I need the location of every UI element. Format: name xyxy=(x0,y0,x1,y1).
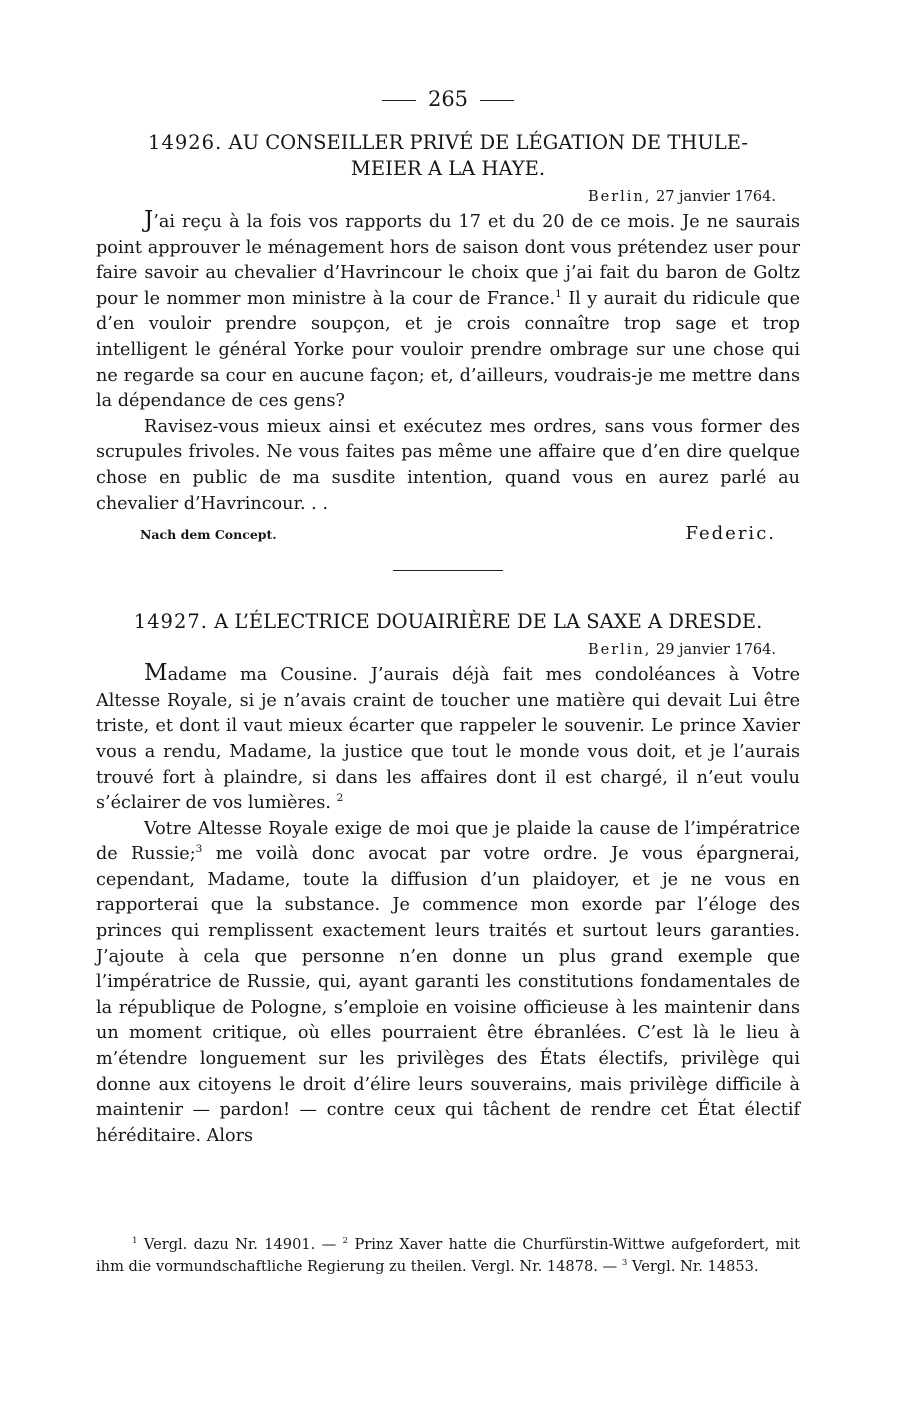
letter2-number: 14927. xyxy=(133,610,208,634)
letter1-paragraph-1 xyxy=(96,208,800,415)
letter1-body xyxy=(96,208,800,517)
letter2-body xyxy=(96,661,800,1149)
letter1-closing xyxy=(96,523,800,544)
footnotes xyxy=(96,1234,800,1278)
letter1-heading xyxy=(96,130,800,182)
footnote-text xyxy=(96,1234,800,1278)
letter1-signature: Federic. xyxy=(685,523,776,545)
letter2-dateline xyxy=(96,639,800,661)
footnote-ref-3: 3 xyxy=(195,843,203,856)
footnote-mark-3: 3 xyxy=(621,1258,628,1269)
document-page xyxy=(96,80,800,1149)
letter2-paragraph-1 xyxy=(96,661,800,817)
letter2-place: Berlin, xyxy=(587,642,652,659)
header-dash-right xyxy=(480,100,514,101)
footnote-2: Prinz Xaver hatte die Churfürstin-Wittwe aufgefordert, mit ihm die vormundschaftliche Regierung zu theilen. Vergl. Nr. 14878. — xyxy=(96,1236,800,1275)
letter2-paragraph-2 xyxy=(96,817,800,1150)
letter2-paragraph-2-text-a: Votre Altesse Royale exige de moi que je plaide la cause de l’impératrice de Russie; xyxy=(96,818,800,865)
letter2-initial: M xyxy=(144,660,168,687)
letter1-dateline xyxy=(96,186,800,208)
letter2-date: 29 janvier 1764. xyxy=(655,642,776,659)
letter1-title-line2: MEIER A LA HAYE. xyxy=(350,157,546,180)
footnote-ref-1: 1 xyxy=(555,287,562,300)
footnote-3: Vergl. Nr. 14853. xyxy=(627,1258,759,1275)
footnote-ref-2: 2 xyxy=(336,792,344,805)
letter1-title-line1: AU CONSEILLER PRIVÉ DE LÉGATION DE THULE- xyxy=(228,131,748,154)
letter1-place: Berlin, xyxy=(587,189,652,205)
letter1-paragraph-1-text-a: ’ai reçu à la fois vos rapports du 17 et du 20 de ce mois. Je ne saurais point approuver le ménagement hors de saison dont vous prétendez user pour faire savoir au chevalier d’Havrincour le choix que j’ai fait du baron de Goltz pour le nommer mon ministre à la cour de France. xyxy=(96,212,800,309)
letter2-heading xyxy=(96,609,800,635)
section-separator xyxy=(393,570,503,571)
letter2-paragraph-2-text-b: me voilà donc avocat par votre ordre. Je vous épargnerai, cependant, Madame, toute la diffusion d’un plaidoyer, et je ne vous en rapporterai que la substance. Je commence mon exorde par l’éloge des princes qui remplissent exactement leurs traités et surtout leurs garanties. J’ajoute à cela que personne n’en donne un plus grand exemple que l’impératrice de Russie, qui, ayant garanti les constitutions fondamentales de la république de Pologne, s’emploie en voisine officieuse à les maintenir dans un moment critique, où elles pourraient être ébranlées. C’est là le lieu à m’étendre longuement sur les privilèges des États électifs, privilège qui donne aux citoyens le droit d’élire leurs souverains, mais privilège difficile à maintenir — pardon! — contre ceux qui tâchent de rendre cet État électif héréditaire. Alors xyxy=(96,844,800,1146)
page-header xyxy=(96,80,800,118)
page-number: 265 xyxy=(427,87,469,111)
letter1-source-note: Nach dem Concept. xyxy=(140,527,277,543)
footnote-mark-1: 1 xyxy=(132,1236,138,1247)
letter2-paragraph-1-text: adame ma Cousine. J’aurais déjà fait mes condoléances à Votre Altesse Royale, si je n’avais craint de toucher une matière qui devait Lui être triste, et dont il vaut mieux écarter que rappeler le souvenir. Le prince Xavier vous a rendu, Madame, la justice que tout le monde vous doit, et je l’aurais trouvé fort à plaindre, si dans les affaires dont il est chargé, il n’eut voulu s’éclairer de vos lumières. xyxy=(96,665,800,814)
letter1-paragraph-1-text-b: Il y aurait du ridicule que d’en vouloir prendre soupçon, et je crois connaître trop sage et trop intelligent le général Yorke pour vouloir prendre ombrage sur une chose qui ne regarde sa cour en aucune façon; et, d’ailleurs, voudrais-je me mettre dans la dépendance de ces gens? xyxy=(96,288,800,412)
footnote-mark-2: 2 xyxy=(342,1236,349,1247)
letter2-title: A L’ÉLECTRICE DOUAIRIÈRE DE LA SAXE A DRESDE. xyxy=(214,610,763,634)
footnote-1: Vergl. dazu Nr. 14901. — xyxy=(137,1236,343,1253)
letter1-date: 27 janvier 1764. xyxy=(655,189,776,205)
header-dash-left xyxy=(382,100,416,101)
letter1-number: 14926. xyxy=(148,131,223,154)
letter1-initial: J xyxy=(144,207,154,233)
letter1-paragraph-2: Ravisez-vous mieux ainsi et exécutez mes ordres, sans vous former des scrupules frivoles. Ne vous faites pas même une affaire que d’en dire quelque chose en public de ma susdite intention, quand vous en aurez parlé au chevalier d’Havrincour. . . xyxy=(96,416,800,514)
